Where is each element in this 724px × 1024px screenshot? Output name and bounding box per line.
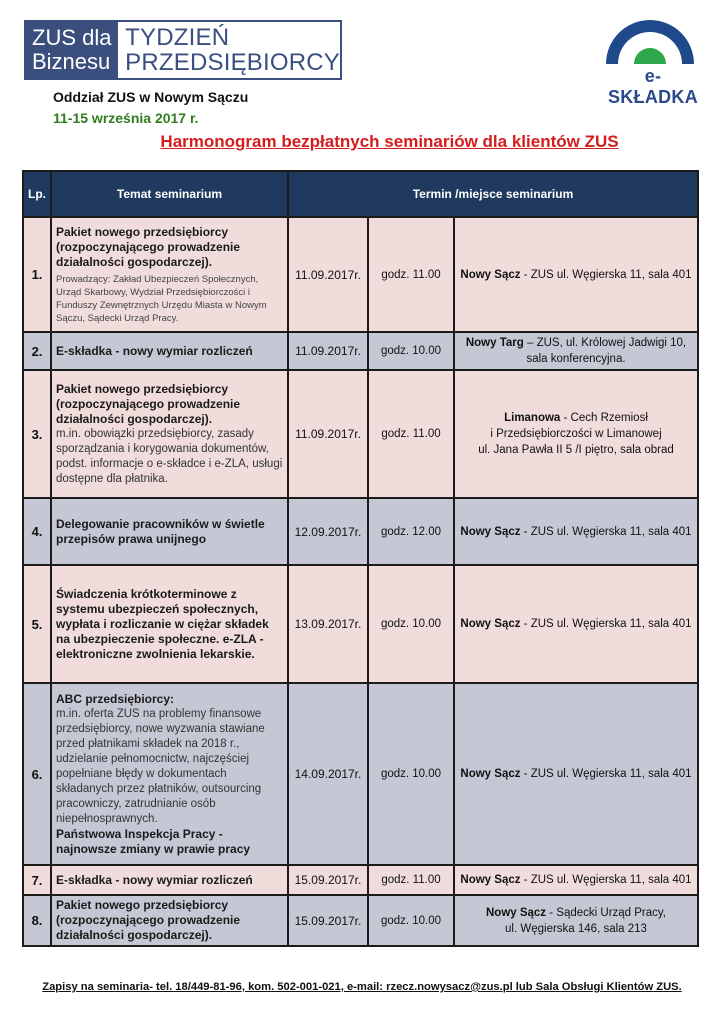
seminar-date: 11.09.2017r. bbox=[288, 370, 368, 498]
seminar-date: 15.09.2017r. bbox=[288, 865, 368, 895]
seminar-time: godz. 10.00 bbox=[368, 565, 454, 683]
row-number: 7. bbox=[23, 865, 51, 895]
table-header-row bbox=[23, 171, 698, 217]
seminar-schedule-table bbox=[22, 170, 699, 947]
document-title: Harmonogram bezpłatnych seminariów dla klientów ZUS bbox=[160, 132, 619, 151]
seminar-topic bbox=[51, 370, 288, 498]
place-address: – ZUS, ul. Królowej Jadwigi 10, sala konferencyjna. bbox=[523, 337, 687, 365]
place-city: Nowy Sącz bbox=[460, 525, 521, 538]
place-address: - ZUS ul. Węgierska 11, sala 401 bbox=[520, 268, 692, 281]
seminar-topic bbox=[51, 895, 288, 946]
seminar-topic bbox=[51, 565, 288, 683]
row-number: 4. bbox=[23, 498, 51, 565]
place-city: Nowy Targ bbox=[465, 337, 524, 349]
table-row bbox=[23, 865, 698, 895]
branch-name: Oddział ZUS w Nowym Sączu bbox=[53, 89, 249, 105]
table-row bbox=[23, 332, 698, 370]
topic-description: m.in. oferta ZUS na problemy finansowe przedsiębiorcy, nowe wyzwania stawiane przed płatnikami składek na 2018 r., udzielanie pełnomocnictw, najczęściej popełniane błędy w dokumentach składanych przez płatników, outsourcing pracowniczy, zatrudnianie osób niepełnosprawnych. bbox=[56, 707, 265, 825]
place-city: Limanowa bbox=[504, 412, 561, 424]
topic-title: E-składka - nowy wymiar rozliczeń bbox=[56, 872, 253, 887]
table-row bbox=[23, 498, 698, 565]
topic-title: Pakiet nowego przedsiębiorcy (rozpoczynającego prowadzenie działalności gospodarczej). bbox=[56, 224, 241, 269]
seminar-place bbox=[454, 332, 698, 370]
place-address-line2: i Przedsiębiorczości w Limanowej bbox=[490, 428, 662, 440]
place-city: Nowy Sącz bbox=[460, 618, 521, 630]
seminar-time: godz. 11.00 bbox=[368, 370, 454, 498]
row-number: 3. bbox=[23, 370, 51, 498]
seminar-time: godz. 11.00 bbox=[368, 217, 454, 332]
place-city: Nowy Sącz bbox=[460, 874, 521, 886]
place-address-line2: ul. Węgierska 146, sala 213 bbox=[505, 922, 647, 935]
table-row bbox=[23, 370, 698, 498]
topic-note: Prowadzący: Zakład Ubezpieczeń Społecznych, Urząd Skarbowy, Wydział Przedsiębiorczości i Funduszy Zewnętrznych Urzędu Miasta w Nowym Sączu, Sądecki Urząd Pracy. bbox=[56, 273, 267, 324]
seminar-place bbox=[454, 865, 698, 895]
seminar-time: godz. 10.00 bbox=[368, 332, 454, 370]
place-city: Nowy Sącz bbox=[485, 906, 547, 919]
place-address-line3: ul. Jana Pawła II 5 /I piętro, sala obrad bbox=[478, 444, 674, 456]
table-row bbox=[23, 217, 698, 332]
table-row bbox=[23, 895, 698, 946]
row-number: 8. bbox=[23, 895, 51, 946]
place-city: Nowy Sącz bbox=[460, 268, 521, 281]
col-header-lp: Lp. bbox=[23, 171, 51, 217]
seminar-topic bbox=[51, 498, 288, 565]
place-address: - Sądecki Urząd Pracy, bbox=[546, 906, 666, 919]
event-dates: 11-15 września 2017 r. bbox=[53, 110, 199, 126]
seminar-date: 11.09.2017r. bbox=[288, 217, 368, 332]
place-address: - ZUS ul. Węgierska 11, sala 401 bbox=[520, 618, 692, 630]
seminar-place bbox=[454, 565, 698, 683]
row-number: 6. bbox=[23, 683, 51, 865]
seminar-time: godz. 10.00 bbox=[368, 895, 454, 946]
seminar-topic bbox=[51, 865, 288, 895]
seminar-place bbox=[454, 498, 698, 565]
topic-title: Pakiet nowego przedsiębiorcy (rozpoczynającego prowadzenie działalności gospodarczej). bbox=[56, 898, 241, 942]
table-row bbox=[23, 565, 698, 683]
seminar-place bbox=[454, 370, 698, 498]
row-number: 2. bbox=[23, 332, 51, 370]
seminar-date: 12.09.2017r. bbox=[288, 498, 368, 565]
seminar-topic bbox=[51, 332, 288, 370]
topic-title-secondary: Państwowa Inspekcja Pracy - najnowsze zmiany w prawie pracy bbox=[56, 826, 251, 856]
seminar-topic bbox=[51, 217, 288, 332]
zus-logo-line1: ZUS dla bbox=[32, 25, 112, 50]
seminar-date: 15.09.2017r. bbox=[288, 895, 368, 946]
seminar-date: 14.09.2017r. bbox=[288, 683, 368, 865]
zus-logo-line4: PRZEDSIĘBIORCY bbox=[125, 49, 340, 76]
table-row bbox=[23, 683, 698, 865]
seminar-place bbox=[454, 895, 698, 946]
topic-description: m.in. obowiązki przedsiębiorcy, zasady sporządzania i korygowania dokumentów, podst. informacje o e-składce i e-ZLA, usługi dostępne dla płatnika. bbox=[56, 427, 283, 485]
seminar-time: godz. 10.00 bbox=[368, 683, 454, 865]
seminar-time: godz. 12.00 bbox=[368, 498, 454, 565]
place-city: Nowy Sącz bbox=[460, 768, 521, 780]
seminar-place bbox=[454, 683, 698, 865]
zus-logo-left bbox=[26, 22, 118, 78]
zus-logo-right bbox=[118, 22, 340, 78]
row-number: 5. bbox=[23, 565, 51, 683]
col-header-term-place: Termin /miejsce seminarium bbox=[288, 171, 698, 217]
topic-title: Delegowanie pracowników w świetle przepisów prawa unijnego bbox=[56, 516, 265, 546]
topic-title: E-składka - nowy wymiar rozliczeń bbox=[56, 343, 253, 358]
place-address: - Cech Rzemiosł bbox=[560, 412, 648, 424]
zus-dla-biznesu-logo bbox=[24, 20, 342, 80]
seminar-topic bbox=[51, 683, 288, 865]
zus-logo-line3: TYDZIEŃ bbox=[125, 24, 230, 51]
seminar-date: 11.09.2017r. bbox=[288, 332, 368, 370]
seminar-place bbox=[454, 217, 698, 332]
place-address: - ZUS ul. Węgierska 11, sala 401 bbox=[520, 768, 692, 780]
topic-title: Świadczenia krótkoterminowe z systemu ubezpieczeń społecznych, wypłata i rozliczanie w ciężar składek na ubezpieczenie społeczne. e-ZLA - elektroniczne zwolnienia lekarskie. bbox=[56, 586, 269, 661]
topic-title: ABC przedsiębiorcy: bbox=[56, 691, 175, 706]
seminar-time: godz. 11.00 bbox=[368, 865, 454, 895]
place-address: - ZUS ul. Węgierska 11, sala 401 bbox=[520, 874, 692, 886]
eskladka-logo-text: e-SKŁADKA bbox=[607, 66, 699, 107]
place-address: - ZUS ul. Węgierska 11, sala 401 bbox=[520, 525, 692, 538]
topic-title: Pakiet nowego przedsiębiorcy (rozpoczynającego prowadzenie działalności gospodarczej). bbox=[56, 381, 241, 426]
seminar-date: 13.09.2017r. bbox=[288, 565, 368, 683]
col-header-topic: Temat seminarium bbox=[51, 171, 288, 217]
row-number: 1. bbox=[23, 217, 51, 332]
registration-info: Zapisy na seminaria- tel. 18/449-81-96, kom. 502-001-021, e-mail: rzecz.nowysacz@zus.pl lub Sala Obsługi Klientów ZUS. bbox=[42, 981, 682, 993]
zus-logo-line2: Biznesu bbox=[32, 49, 111, 74]
